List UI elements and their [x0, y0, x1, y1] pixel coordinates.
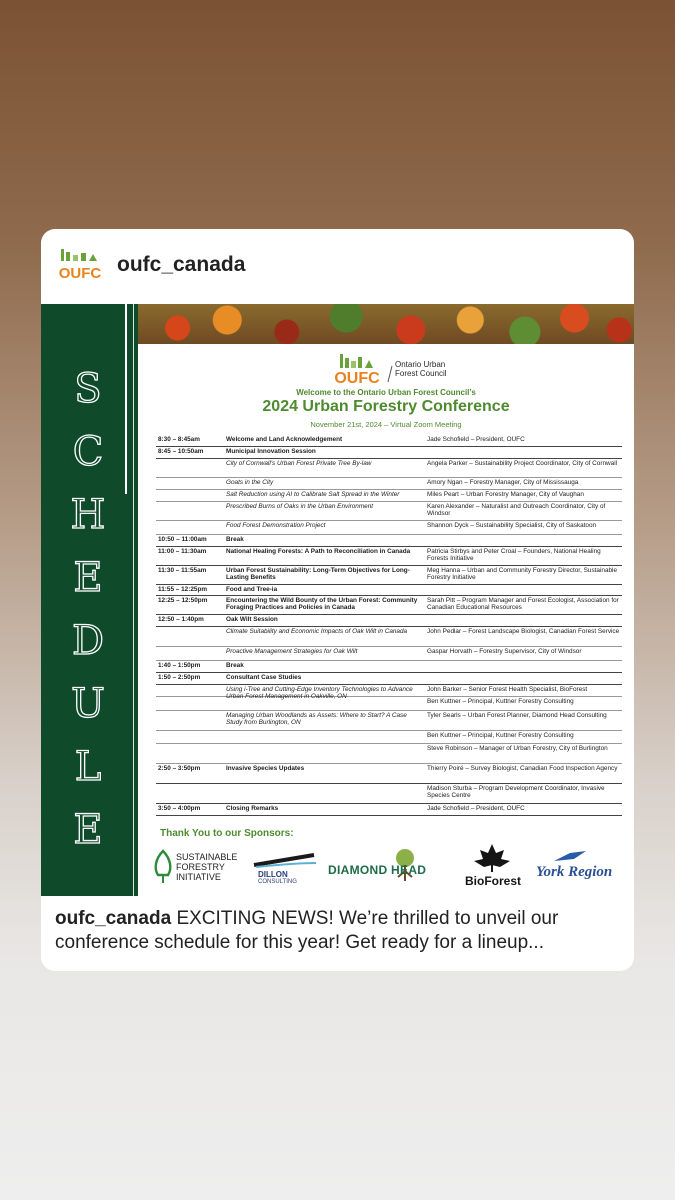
schedule-row	[156, 627, 622, 647]
schedule-row	[156, 585, 622, 596]
schedule-title: Break	[226, 536, 244, 543]
schedule-speaker: Miles Peart – Urban Forestry Manager, City of Vaughan	[427, 491, 584, 498]
schedule-speaker: Sarah Pitt – Program Manager and Forest Ecologist, Association for Canadian Educational Resources	[427, 597, 619, 612]
schedule-title: Welcome and Land Acknowledgement	[226, 436, 343, 443]
schedule-row	[156, 615, 622, 627]
schedule-speaker: Karen Alexander – Naturalist and Outreach Coordinator, City of Windsor	[427, 503, 606, 518]
side-letter: C	[72, 429, 104, 475]
schedule-row	[156, 535, 622, 547]
tree-icon	[152, 849, 174, 889]
schedule-title: Using i-Tree and Cutting-Edge Inventory Technologies to Advance Urban Forest Management in Oakville, ON	[226, 686, 413, 701]
schedule-speaker: Thierry Poiré – Survey Biologist, Canadian Food Inspection Agency	[427, 765, 618, 772]
schedule-time: 11:30 – 11:55am	[158, 567, 207, 574]
schedule-title: Salt Reduction using AI to Calibrate Salt Spread in the Winter	[226, 491, 400, 498]
schedule-speaker: Gaspar Horvath – Forestry Supervisor, City of Windsor	[427, 648, 582, 655]
story-header	[41, 229, 634, 303]
schedule-time: 2:50 – 3:50pm	[158, 765, 201, 772]
schedule-row	[156, 804, 622, 816]
schedule-speaker: Jade Schofield – President, OUFC	[427, 805, 525, 812]
org-name-line: Ontario Urban	[395, 360, 446, 369]
schedule-title: Proactive Management Strategies for Oak Wilt	[226, 648, 358, 655]
schedule-row	[156, 784, 622, 804]
schedule-speaker: Steve Robinson – Manager of Urban Forestry, City of Burlington	[427, 745, 608, 752]
schedule-title: Food and Tree-ia	[226, 586, 278, 593]
post-caption[interactable]	[55, 907, 625, 955]
schedule-row	[156, 764, 622, 784]
schedule-title: Food Forest Demonstration Project	[226, 522, 326, 529]
schedule-speaker: Shannon Dyck – Sustainability Specialist, City of Saskatoon	[427, 522, 597, 529]
schedule-row	[156, 647, 622, 661]
schedule-row	[156, 685, 622, 701]
autumn-foliage-banner	[138, 304, 634, 344]
schedule-time: 8:45 – 10:50am	[158, 448, 204, 455]
schedule-poster	[41, 304, 634, 896]
sfi-line: SUSTAINABLE	[176, 852, 238, 862]
side-letter: E	[73, 555, 103, 601]
schedule-title: Encountering the Wild Bounty of the Urban Forest: Community Foraging Practices and Policies in Canada	[226, 597, 418, 612]
schedule-row	[156, 521, 622, 535]
schedule-time: 3:50 – 4:00pm	[158, 805, 201, 812]
schedule-row	[156, 697, 622, 711]
schedule-title: Oak Wilt Session	[226, 616, 278, 623]
schedule-row	[156, 596, 622, 615]
conference-date: November 21st, 2024 – Virtual Zoom Meeting	[310, 420, 462, 429]
story-card	[41, 229, 634, 971]
oufc-logo-avatar[interactable]	[57, 247, 103, 281]
sfi-line: FORESTRY	[176, 862, 225, 872]
schedule-row	[156, 490, 622, 502]
side-letter: D	[71, 618, 105, 664]
account-username[interactable]: oufc_canada	[117, 253, 246, 276]
side-letter: S	[74, 366, 102, 412]
diamond-head-logo	[328, 853, 450, 887]
schedule-title: Municipal Innovation Session	[226, 448, 316, 455]
schedule-row	[156, 661, 622, 673]
side-panel	[41, 304, 138, 896]
bioforest-logo	[462, 843, 524, 893]
schedule-title: Goats in the City	[226, 479, 274, 486]
schedule-time: 8:30 – 8:45am	[158, 436, 200, 443]
schedule-row	[156, 547, 622, 566]
sponsor-logos	[152, 841, 628, 893]
side-letter: L	[74, 744, 102, 790]
sfi-logo	[152, 847, 240, 891]
schedule-speaker: Jade Schofield – President, OUFC	[427, 436, 525, 443]
schedule-speaker: Madison Sturba – Program Development Coordinator, Invasive Species Centre	[427, 785, 605, 800]
schedule-speaker: Patricia Stirbys and Peter Croal – Founders, National Healing Forests Initiative	[427, 548, 601, 563]
schedule-time: 10:50 – 11:00am	[158, 536, 207, 543]
schedule-row	[156, 711, 622, 731]
schedule-row	[156, 731, 622, 744]
side-letter: E	[73, 807, 103, 853]
welcome-line: Welcome to the Ontario Urban Forest Council’s	[296, 388, 476, 397]
schedule-speaker: Tyler Searls – Urban Forest Planner, Diamond Head Consulting	[427, 712, 607, 719]
schedule-time: 11:00 – 11:30am	[158, 548, 207, 555]
schedule-row	[156, 502, 622, 521]
schedule-title: City of Cornwall’s Urban Forest Private Tree By-law	[226, 460, 372, 467]
york-region-logo	[536, 849, 628, 889]
schedule-row	[156, 673, 622, 685]
schedule-time: 11:55 – 12:25pm	[158, 586, 208, 593]
schedule-time: 12:50 – 1:40pm	[158, 616, 204, 623]
schedule-document	[138, 304, 634, 896]
schedule-speaker: Meg Hanna – Urban and Community Forestry Director, Sustainable Forestry Initiative	[427, 567, 618, 582]
caption-username[interactable]: oufc_canada	[55, 908, 172, 929]
org-name-line: Forest Council	[395, 369, 447, 378]
schedule-speaker: Ben Kuttner – Principal, Kuttner Forestry Consulting	[427, 698, 574, 705]
sponsors-heading: Thank You to our Sponsors:	[160, 828, 294, 839]
schedule-title: National Healing Forests: A Path to Reconciliation in Canada	[226, 548, 411, 555]
schedule-title: Climate Suitability and Economic Impacts of Oak Wilt in Canada	[226, 628, 408, 635]
maple-leaf-icon	[472, 843, 512, 873]
schedule-row	[156, 447, 622, 459]
schedule-time: 12:25 – 12:50pm	[158, 597, 208, 604]
sfi-line: INITIATIVE	[176, 872, 221, 882]
svg-text:OUFC: OUFC	[58, 265, 102, 281]
bird-icon	[552, 849, 588, 865]
schedule-row	[156, 459, 622, 478]
schedule-title: Invasive Species Updates	[226, 765, 305, 772]
diamond-head-name: DIAMOND HEAD	[328, 863, 427, 877]
schedule-table	[156, 435, 622, 816]
dillon-sub: CONSULTING	[258, 879, 297, 885]
schedule-title: Managing Urban Woodlands as Assets: Where to Start? A Case Study from Burlington, ON	[226, 712, 407, 727]
side-letter: U	[71, 681, 105, 727]
wave-icon	[252, 851, 318, 869]
org-name	[395, 360, 447, 378]
bioforest-name: BioForest	[465, 874, 522, 888]
schedule-title: Break	[226, 662, 244, 669]
schedule-title: Prescribed Burns of Oaks in the Urban Environment	[226, 503, 374, 510]
schedule-speaker: John Barker – Senior Forest Health Specialist, BioForest	[427, 686, 588, 693]
conference-title: 2024 Urban Forestry Conference	[262, 398, 510, 415]
divider	[133, 304, 134, 896]
schedule-title: Urban Forest Sustainability: Long-Term Objectives for Long-Lasting Benefits	[226, 567, 410, 582]
schedule-time: 1:40 – 1:50pm	[158, 662, 201, 669]
dillon-logo	[252, 851, 322, 891]
schedule-title: Consultant Case Studies	[226, 674, 302, 681]
schedule-row	[156, 435, 622, 447]
schedule-speaker: Amory Ngan – Forestry Manager, City of Mississauga	[427, 479, 579, 486]
caption-text: EXCITING NEWS! We’re thrilled to unveil our conference schedule for this year! Get ready for a lineup...	[55, 908, 559, 953]
schedule-row	[156, 566, 622, 585]
schedule-title: Closing Remarks	[226, 805, 279, 812]
schedule-speaker: John Pedlar – Forest Landscape Biologist, Canadian Forest Service	[427, 628, 620, 635]
dillon-name: DILLON	[258, 870, 288, 879]
york-region-name: York Region	[536, 864, 613, 880]
schedule-speaker: Ben Kuttner – Principal, Kuttner Forestry Consulting	[427, 732, 574, 739]
schedule-row	[156, 744, 622, 764]
svg-text:OUFC: OUFC	[334, 370, 380, 386]
side-letter: H	[70, 492, 106, 538]
divider	[125, 304, 127, 494]
schedule-time: 1:50 – 2:50pm	[158, 674, 201, 681]
schedule-row	[156, 478, 622, 490]
schedule-speaker: Angela Parker – Sustainability Project Coordinator, City of Cornwall	[427, 460, 618, 467]
